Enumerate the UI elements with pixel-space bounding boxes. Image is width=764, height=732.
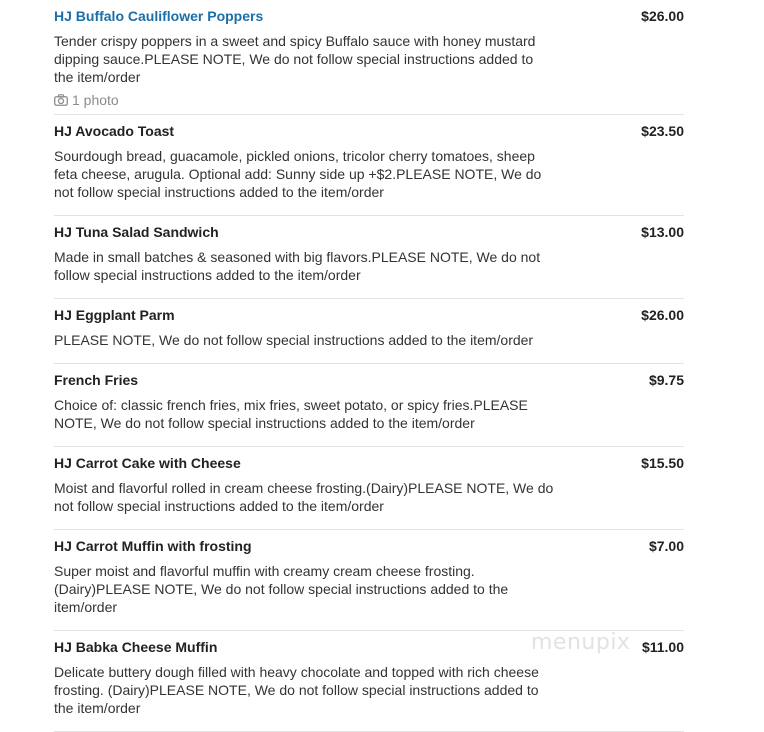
photo-count[interactable]: 1 photo [72, 92, 119, 108]
camera-icon [54, 94, 68, 106]
item-price: $23.50 [641, 123, 684, 139]
item-price: $13.00 [641, 224, 684, 240]
photo-link[interactable] [54, 91, 684, 109]
menu-item [54, 115, 684, 216]
item-name: HJ Avocado Toast [54, 123, 175, 139]
menu-item [54, 530, 684, 631]
item-description: Choice of: classic french fries, mix fries, sweet potato, or spicy fries.PLEASE NOTE, We do not follow special instructions added to the item/order [54, 397, 528, 431]
item-name[interactable]: HJ Buffalo Cauliflower Poppers [54, 8, 264, 24]
menu-item [54, 364, 684, 447]
item-price: $7.00 [648, 538, 684, 554]
item-name: HJ Tuna Salad Sandwich [54, 224, 219, 240]
menu-item [54, 447, 684, 530]
item-name: French Fries [54, 372, 139, 388]
item-description: PLEASE NOTE, We do not follow special instructions added to the item/order [54, 332, 534, 348]
menu-item [54, 216, 684, 299]
item-description: Delicate buttery dough filled with heavy chocolate and topped with rich cheese frosting. (Dairy)PLEASE NOTE, We do not follow special instructions added to the item/order [54, 664, 539, 716]
item-description: Tender crispy poppers in a sweet and spicy Buffalo sauce with honey mustard dipping sauce.PLEASE NOTE, We do not follow special instructions added to the item/order [54, 33, 536, 85]
item-price: $26.00 [641, 8, 684, 24]
item-name: HJ Carrot Muffin with frosting [54, 538, 252, 554]
item-description: Sourdough bread, guacamole, pickled onions, tricolor cherry tomatoes, sheep feta cheese, arugula. Optional add: Sunny side up +$2.PLEASE NOTE, We do not follow special instructions added to the item/order [54, 148, 542, 200]
item-description: Moist and flavorful rolled in cream cheese frosting.(Dairy)PLEASE NOTE, We do not follow special instructions added to the item/order [54, 480, 554, 514]
item-price: $9.75 [648, 372, 684, 388]
item-description: Super moist and flavorful muffin with creamy cream cheese frosting.(Dairy)PLEASE NOTE, We do not follow special instructions added to the item/order [54, 563, 509, 615]
menu-list [54, 0, 684, 732]
item-name: HJ Babka Cheese Muffin [54, 639, 218, 655]
watermark-logo: menupix [531, 630, 631, 655]
menu-item [54, 0, 684, 115]
item-name: HJ Carrot Cake with Cheese [54, 455, 241, 471]
item-price: $26.00 [641, 307, 684, 323]
item-price: $15.50 [641, 455, 684, 471]
item-name: HJ Eggplant Parm [54, 307, 175, 323]
item-description: Made in small batches & seasoned with big flavors.PLEASE NOTE, We do not follow special instructions added to the item/order [54, 249, 541, 283]
menu-item [54, 299, 684, 364]
item-price: $11.00 [641, 639, 684, 655]
